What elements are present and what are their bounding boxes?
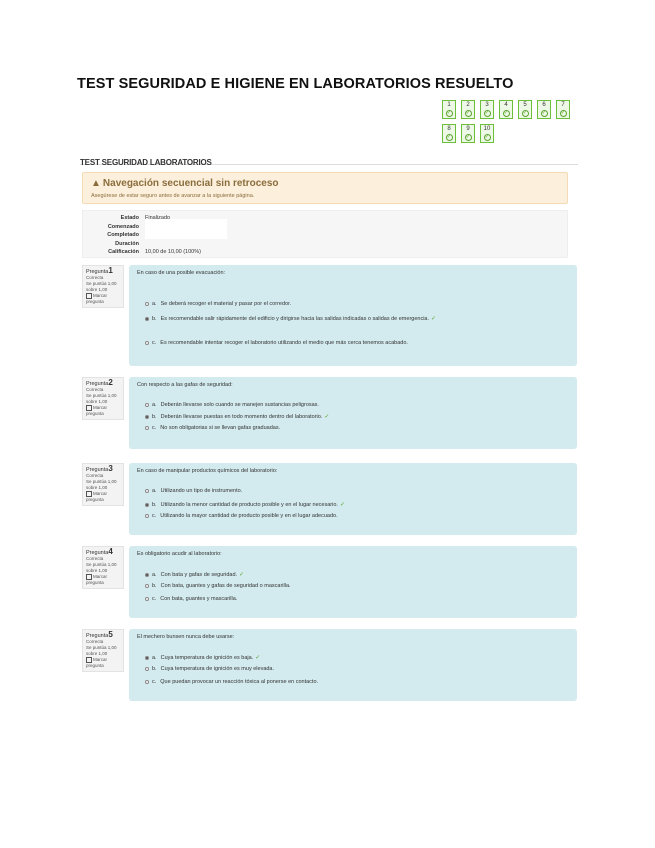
question-content bbox=[129, 265, 577, 366]
option-text: Que puedan provocar un reacción tóxica al ponerse en contacto. bbox=[160, 679, 319, 685]
radio-button[interactable] bbox=[145, 680, 149, 684]
question-label: Pregunta bbox=[86, 550, 109, 556]
radio-button[interactable] bbox=[145, 514, 149, 518]
flag-text: Marcar pregunta bbox=[86, 293, 108, 305]
question-3 bbox=[80, 463, 578, 535]
question-info bbox=[82, 463, 124, 506]
flag-question-link[interactable] bbox=[86, 491, 120, 503]
question-info bbox=[82, 629, 124, 672]
question-number-value: 4 bbox=[108, 547, 113, 556]
correct-check-icon: ✓ bbox=[339, 502, 345, 508]
option-letter: a. bbox=[152, 301, 157, 307]
flag-text: Marcar pregunta bbox=[86, 574, 108, 586]
radio-button[interactable] bbox=[145, 503, 149, 507]
question-label: Pregunta bbox=[86, 467, 109, 473]
answer-option[interactable] bbox=[145, 571, 244, 578]
nav-button-label: 1 bbox=[447, 102, 451, 108]
option-letter: b. bbox=[152, 666, 157, 672]
nav-button-1[interactable] bbox=[442, 100, 456, 119]
answer-option[interactable] bbox=[145, 654, 260, 661]
radio-button[interactable] bbox=[145, 573, 149, 577]
check-circle-icon: ✓ bbox=[484, 110, 490, 116]
nav-button-7[interactable] bbox=[556, 100, 570, 119]
question-number bbox=[86, 466, 120, 473]
nav-button-3[interactable] bbox=[480, 100, 494, 119]
correct-check-icon: ✓ bbox=[239, 572, 245, 578]
question-1 bbox=[80, 265, 578, 366]
radio-button[interactable] bbox=[145, 317, 149, 321]
question-number bbox=[86, 268, 120, 275]
answer-option[interactable] bbox=[145, 301, 291, 307]
question-status: Correcta bbox=[86, 556, 104, 561]
question-score: Se puntúa 1,00 sobre 1,00 bbox=[86, 393, 117, 404]
option-text: Cuya temperatura de ignición es baja. bbox=[160, 655, 254, 661]
navigation-alert bbox=[82, 172, 568, 204]
flag-icon bbox=[86, 293, 92, 299]
flag-question-link[interactable] bbox=[86, 657, 120, 669]
radio-button[interactable] bbox=[145, 426, 149, 430]
alert-title-text: Navegación secuencial sin retroceso bbox=[102, 178, 279, 189]
option-letter: c. bbox=[152, 679, 157, 685]
flag-icon bbox=[86, 657, 92, 663]
nav-button-label: 4 bbox=[504, 102, 508, 108]
radio-button[interactable] bbox=[145, 403, 149, 407]
warning-icon: ▲ bbox=[91, 178, 101, 189]
question-prompt: Es obligatorio acudir al laboratorio: bbox=[137, 551, 222, 557]
option-text: Utilizando un tipo de instrumento. bbox=[160, 488, 243, 494]
question-number-value: 2 bbox=[108, 378, 113, 387]
answer-option[interactable] bbox=[145, 583, 291, 589]
summary-value: 10,00 de 10,00 (100%) bbox=[145, 249, 201, 255]
nav-button-5[interactable] bbox=[518, 100, 532, 119]
question-content bbox=[129, 463, 577, 535]
question-content bbox=[129, 546, 577, 618]
option-text: Con bata y gafas de seguridad. bbox=[160, 572, 238, 578]
check-circle-icon: ✓ bbox=[484, 134, 490, 140]
correct-check-icon: ✓ bbox=[324, 414, 330, 420]
answer-option[interactable] bbox=[145, 315, 436, 322]
radio-button[interactable] bbox=[145, 597, 149, 601]
summary-label: Calificación bbox=[108, 249, 139, 255]
flag-text: Marcar pregunta bbox=[86, 405, 108, 417]
question-5 bbox=[80, 629, 578, 701]
nav-button-label: 7 bbox=[561, 102, 565, 108]
nav-button-2[interactable] bbox=[461, 100, 475, 119]
flag-icon bbox=[86, 574, 92, 580]
radio-button[interactable] bbox=[145, 302, 149, 306]
nav-button-label: 10 bbox=[483, 126, 491, 132]
option-letter: c. bbox=[152, 513, 157, 519]
option-text: No son obligatorias si se llevan gafas graduadas. bbox=[160, 425, 281, 431]
question-label: Pregunta bbox=[86, 381, 109, 387]
option-letter: a. bbox=[152, 655, 157, 661]
option-letter: c. bbox=[152, 425, 157, 431]
flag-question-link[interactable] bbox=[86, 574, 120, 586]
question-score: Se puntúa 1,00 sobre 1,00 bbox=[86, 645, 117, 656]
check-circle-icon: ✓ bbox=[503, 110, 509, 116]
alert-title bbox=[91, 178, 279, 189]
flag-text: Marcar pregunta bbox=[86, 657, 108, 669]
question-2 bbox=[80, 377, 578, 449]
question-prompt: El mechero bunsen nunca debe usarse: bbox=[137, 634, 235, 640]
attempt-summary bbox=[82, 210, 568, 258]
summary-row bbox=[83, 249, 569, 258]
quiz-header bbox=[80, 152, 578, 165]
question-number-value: 3 bbox=[108, 464, 113, 473]
option-text: Utilizando la menor cantidad de producto posible y en el lugar necesario. bbox=[160, 502, 338, 508]
nav-button-label: 2 bbox=[466, 102, 470, 108]
flag-icon bbox=[86, 491, 92, 497]
option-text: Deberán llevarse solo cuando se manejen sustancias peligrosas. bbox=[160, 402, 319, 408]
flag-question-link[interactable] bbox=[86, 293, 120, 305]
option-letter: c. bbox=[152, 596, 157, 602]
nav-button-label: 5 bbox=[523, 102, 527, 108]
check-circle-icon: ✓ bbox=[465, 110, 471, 116]
answer-option[interactable] bbox=[145, 666, 274, 672]
question-4 bbox=[80, 546, 578, 618]
summary-label: Duración bbox=[115, 240, 139, 247]
answer-option[interactable] bbox=[145, 340, 408, 346]
check-circle-icon: ✓ bbox=[560, 110, 566, 116]
answer-option[interactable] bbox=[145, 402, 319, 408]
nav-button-10[interactable] bbox=[480, 124, 494, 143]
nav-button-8[interactable] bbox=[442, 124, 456, 143]
flag-question-link[interactable] bbox=[86, 405, 120, 417]
option-text: Utilizando la mayor cantidad de producto posible y en el lugar adecuado. bbox=[160, 513, 338, 519]
answer-option[interactable] bbox=[145, 501, 345, 508]
question-number-value: 5 bbox=[108, 630, 113, 639]
radio-button[interactable] bbox=[145, 489, 149, 493]
nav-button-6[interactable] bbox=[537, 100, 551, 119]
question-content bbox=[129, 629, 577, 701]
question-status: Correcta bbox=[86, 473, 104, 478]
check-circle-icon: ✓ bbox=[541, 110, 547, 116]
question-info bbox=[82, 377, 124, 420]
option-text: Se deberá recoger el material y pasar por el corredor. bbox=[160, 301, 292, 307]
option-letter: b. bbox=[152, 502, 157, 508]
option-letter: a. bbox=[152, 572, 157, 578]
option-text: Deberán llevarse puestas en todo momento dentro del laboratorio. bbox=[160, 414, 323, 420]
nav-button-label: 3 bbox=[485, 102, 489, 108]
radio-button[interactable] bbox=[145, 415, 149, 419]
answer-option[interactable] bbox=[145, 413, 329, 420]
question-label: Pregunta bbox=[86, 269, 109, 275]
radio-button[interactable] bbox=[145, 667, 149, 671]
option-text: Es recomendable salir rápidamente del edificio y dirigirse hacia las salidas indicadas o salidas de emergencia. bbox=[160, 316, 430, 322]
summary-label: Completado bbox=[107, 232, 139, 238]
option-text: Con bata, guantes y gafas de seguridad o mascarilla. bbox=[160, 583, 291, 589]
document-title: TEST SEGURIDAD E HIGIENE EN LABORATORIOS RESUELTO bbox=[77, 76, 514, 92]
option-letter: b. bbox=[152, 316, 157, 322]
option-letter: a. bbox=[152, 402, 157, 408]
check-circle-icon: ✓ bbox=[446, 134, 452, 140]
question-status: Correcta bbox=[86, 387, 104, 392]
question-info bbox=[82, 546, 124, 589]
option-text: Con bata, guantes y mascarilla. bbox=[160, 596, 238, 602]
question-number bbox=[86, 632, 120, 639]
summary-value: Finalizado bbox=[145, 215, 171, 221]
question-score: Se puntúa 1,00 sobre 1,00 bbox=[86, 281, 117, 292]
question-info bbox=[82, 265, 124, 308]
answer-option[interactable] bbox=[145, 596, 237, 602]
option-letter: c. bbox=[152, 340, 157, 346]
flag-text: Marcar pregunta bbox=[86, 491, 108, 503]
question-number-value: 1 bbox=[108, 266, 113, 275]
correct-check-icon: ✓ bbox=[255, 655, 261, 661]
question-number bbox=[86, 380, 120, 387]
question-status: Correcta bbox=[86, 639, 104, 644]
correct-check-icon: ✓ bbox=[431, 316, 437, 322]
check-circle-icon: ✓ bbox=[446, 110, 452, 116]
radio-button[interactable] bbox=[145, 584, 149, 588]
nav-button-label: 6 bbox=[542, 102, 546, 108]
question-number bbox=[86, 549, 120, 556]
question-label: Pregunta bbox=[86, 633, 109, 639]
question-content bbox=[129, 377, 577, 449]
radio-button[interactable] bbox=[145, 341, 149, 345]
question-status: Correcta bbox=[86, 275, 104, 280]
option-letter: a. bbox=[152, 488, 157, 494]
nav-button-label: 8 bbox=[447, 126, 451, 132]
answer-option[interactable] bbox=[145, 513, 338, 519]
nav-button-4[interactable] bbox=[499, 100, 513, 119]
quiz-name: TEST SEGURIDAD LABORATORIOS bbox=[80, 158, 212, 167]
option-letter: b. bbox=[152, 583, 157, 589]
question-prompt: En caso de manipular productos químicos del laboratorio: bbox=[137, 468, 278, 474]
question-prompt: En caso de una posible evacuación: bbox=[137, 270, 226, 276]
check-circle-icon: ✓ bbox=[522, 110, 528, 116]
alert-text: Asegúrese de estar seguro antes de avanzar a la siguiente página. bbox=[91, 193, 255, 199]
option-text: Cuya temperatura de ignición es muy elevada. bbox=[160, 666, 275, 672]
question-score: Se puntúa 1,00 sobre 1,00 bbox=[86, 562, 117, 573]
summary-label: Estado bbox=[120, 215, 139, 221]
radio-button[interactable] bbox=[145, 656, 149, 660]
flag-icon bbox=[86, 405, 92, 411]
question-score: Se puntúa 1,00 sobre 1,00 bbox=[86, 479, 117, 490]
answer-option[interactable] bbox=[145, 679, 318, 685]
nav-button-9[interactable] bbox=[461, 124, 475, 143]
check-circle-icon: ✓ bbox=[465, 134, 471, 140]
answer-option[interactable] bbox=[145, 488, 242, 494]
summary-label: Comenzado bbox=[107, 223, 139, 230]
answer-option[interactable] bbox=[145, 425, 280, 431]
option-letter: b. bbox=[152, 414, 157, 420]
question-prompt: Con respecto a las gafas de seguridad: bbox=[137, 382, 233, 388]
option-text: Es recomendable intentar recoger el laboratorio utilizando el medio que más cerca tenemos acabado. bbox=[160, 340, 408, 346]
nav-button-label: 9 bbox=[466, 126, 470, 132]
